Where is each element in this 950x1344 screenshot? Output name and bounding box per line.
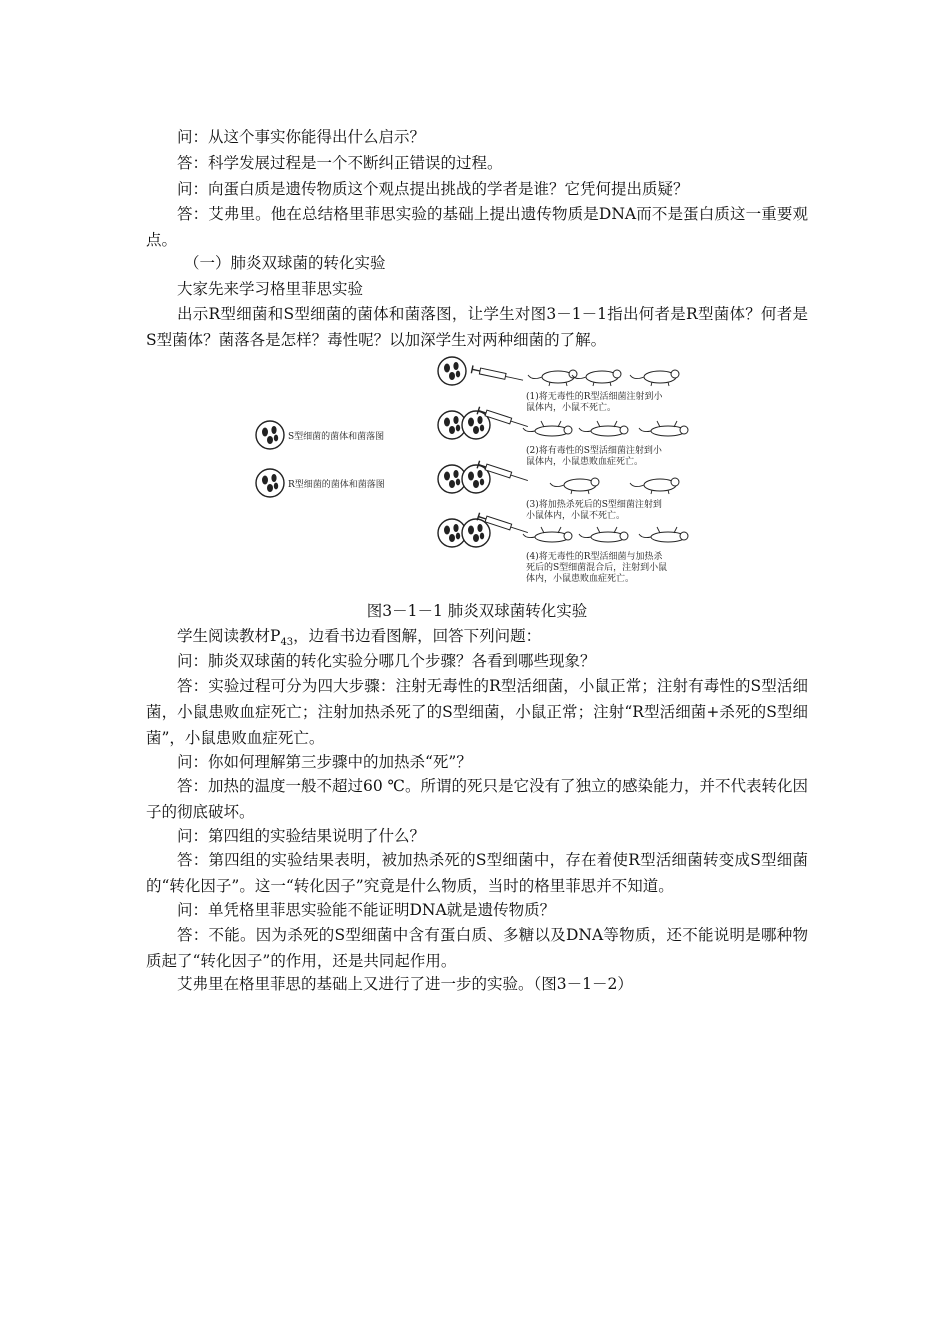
paragraph: 大家先来学习格里菲思实验 (177, 280, 364, 298)
paragraph: 问：第四组的实验结果说明了什么？ (177, 827, 426, 845)
page-subscript: 43 (280, 637, 294, 649)
paragraph: 问：单凭格里菲思实验能不能证明DNA就是遗传物质？ (177, 901, 556, 919)
step-1-illustration (438, 357, 679, 386)
step-2-line-1: (2)将有毒性的S型活细菌注射到小 (526, 446, 662, 456)
griffith-experiment-figure (250, 355, 710, 590)
step-3-line-1: (3)将加热杀死后的S型细菌注射到 (526, 500, 662, 510)
step-1-line-2: 鼠体内，小鼠不死亡。 (526, 403, 617, 413)
step-4-line-3: 体内，小鼠患败血症死亡。 (526, 574, 635, 584)
left-label-r: R型细菌的菌体和菌落图 (288, 480, 385, 490)
paragraph: 答：艾弗里。他在总结格里菲思实验的基础上提出遗传物质是DNA而不是蛋白质这一重要观点。 (146, 205, 808, 249)
paragraph: 答：实验过程可分为四大步骤：注射无毒性的R型活细菌，小鼠正常；注射有毒性的S型活细菌，小鼠患败血症死亡；注射加热杀死了的S型细菌，小鼠正常；注射“R型活细菌+杀死的S型细菌”，小鼠患败血症死亡。 (146, 677, 808, 747)
step-3-line-2: 小鼠体内，小鼠不死亡。 (526, 511, 626, 521)
paragraph: 问：肺炎双球菌的转化实验分哪几个步骤？各看到哪些现象？ (177, 652, 596, 670)
paragraph: 问：从这个事实你能得出什么启示？ (177, 128, 426, 146)
step-4-line-2: 死后的S型细菌混合后，注射到小鼠 (526, 563, 668, 573)
paragraph: 答：第四组的实验结果表明，被加热杀死的S型细菌中，存在着使R型活细菌转变成S型细菌的“转化因子”。这一“转化因子”究竟是什么物质，当时的格里菲思并不知道。 (146, 851, 808, 895)
s-type-dish-icon (256, 421, 284, 449)
read-suffix: ，边看书边看图解，回答下列问题： (293, 627, 542, 645)
paragraph: 问：向蛋白质是遗传物质这个观点提出挑战的学者是谁？它凭何提出质疑？ (177, 180, 689, 198)
step-2-line-2: 鼠体内，小鼠患败血症死亡。 (526, 457, 644, 467)
r-type-dish-icon (256, 469, 284, 497)
paragraph: 出示R型细菌和S型细菌的菌体和菌落图，让学生对图3－1－1指出何者是R型菌体？何者是S型菌体？菌落各是怎样？毒性呢？以加深学生对两种细菌的了解。 (146, 305, 808, 349)
paragraph: 答：不能。因为杀死的S型细菌中含有蛋白质、多糖以及DNA等物质，还不能说明是哪种物质起了“转化因子”的作用，还是共同起作用。 (146, 926, 808, 970)
figure-caption: 图3－1－1 肺炎双球菌转化实验 (366, 602, 588, 620)
section-heading: （一）肺炎双球菌的转化实验 (184, 254, 386, 272)
paragraph: 答：加热的温度一般不超过60 ℃。所谓的死只是它没有了独立的感染能力，并不代表转化因子的彻底破坏。 (146, 777, 808, 821)
paragraph: 问：你如何理解第三步骤中的加热杀“死”？ (177, 753, 472, 771)
read-prefix: 学生阅读教材P (177, 627, 281, 645)
step-1-line-1: (1)将无毒性的R型活细菌注射到小 (526, 392, 663, 402)
left-label-s: S型细菌的菌体和菌落图 (288, 432, 385, 442)
paragraph: 答：科学发展过程是一个不断纠正错误的过程。 (177, 154, 503, 172)
paragraph: 艾弗里在格里菲思的基础上又进行了进一步的实验。（图3－1－2） (177, 975, 633, 993)
step-4-line-1: (4)将无毒性的R型活细菌与加热杀 (526, 552, 663, 562)
